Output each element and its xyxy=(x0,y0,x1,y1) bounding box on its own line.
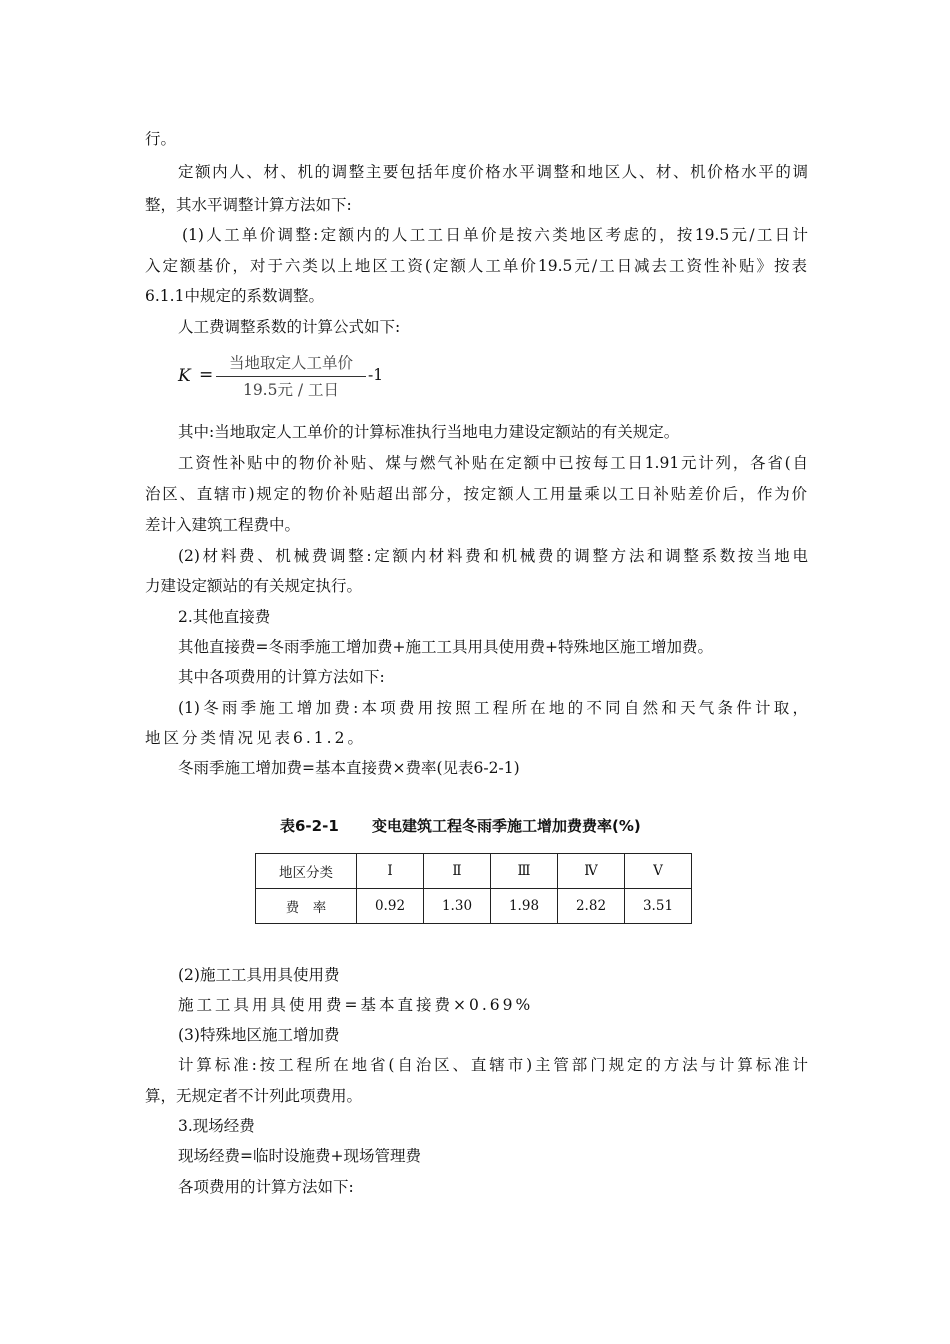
text-line: 力建设定额站的有关规定执行。 xyxy=(145,577,363,595)
text-line: 各项费用的计算方法如下: xyxy=(178,1178,354,1196)
table-cell: 0.92 xyxy=(357,889,424,924)
formula-equals: = xyxy=(199,365,214,385)
text-line: 其他直接费=冬雨季施工增加费+施工工具用具使用费+特殊地区施工增加费。 xyxy=(178,638,713,656)
text-line: 地区分类情况见表6.1.2。 xyxy=(145,729,366,747)
text-line: 整，其水平调整计算方法如下: xyxy=(145,196,352,214)
text-line: (1)冬雨季施工增加费:本项费用按照工程所在地的不同自然和天气条件计取， xyxy=(178,699,808,717)
text-line: 行。 xyxy=(145,130,177,148)
table-header-cell: Ⅱ xyxy=(424,854,491,889)
table-header-cell: Ⅴ xyxy=(625,854,692,889)
text-line: 现场经费=临时设施费+现场管理费 xyxy=(178,1147,421,1165)
text-line: 其中:当地取定人工单价的计算标准执行当地电力建设定额站的有关规定。 xyxy=(178,423,680,441)
table-cell: 费 率 xyxy=(256,889,357,924)
section-heading: 3.现场经费 xyxy=(178,1117,255,1135)
text-line: 入定额基价，对于六类以上地区工资(定额人工单价19.5元/工日减去工资性补贴》按表 xyxy=(145,257,807,275)
section-heading: 2.其他直接费 xyxy=(178,608,271,626)
text-line: 其中各项费用的计算方法如下: xyxy=(178,668,385,686)
table-cell: 1.98 xyxy=(491,889,558,924)
rate-table xyxy=(255,853,692,924)
text-line: (1)人工单价调整:定额内的人工工日单价是按六类地区考虑的，按19.5元/工日计 xyxy=(182,226,808,244)
table-header-row xyxy=(256,854,692,889)
text-line: 6.1.1中规定的系数调整。 xyxy=(145,287,324,305)
table-header-cell: Ⅳ xyxy=(558,854,625,889)
fraction-bar xyxy=(216,376,366,377)
table-header-cell: Ⅲ xyxy=(491,854,558,889)
text-line: 定额内人、材、机的调整主要包括年度价格水平调整和地区人、材、机价格水平的调 xyxy=(178,163,808,181)
text-line: (3)特殊地区施工增加费 xyxy=(178,1026,340,1044)
text-line: 冬雨季施工增加费=基本直接费×费率(见表6-2-1) xyxy=(178,759,520,777)
text-line: (2)施工工具用具使用费 xyxy=(178,966,340,984)
table-cell: 2.82 xyxy=(558,889,625,924)
text-line: 施工工具用具使用费=基本直接费×0.69% xyxy=(178,996,534,1014)
formula-numerator: 当地取定人工单价 xyxy=(228,354,353,372)
table-header-cell: 地区分类 xyxy=(256,854,357,889)
table-header-cell: Ⅰ xyxy=(357,854,424,889)
text-line: 差计入建筑工程费中。 xyxy=(145,516,301,534)
formula-variable: K xyxy=(178,366,191,386)
text-line: 工资性补贴中的物价补贴、煤与燃气补贴在定额中已按每工日1.91元计列，各省(自 xyxy=(178,454,808,472)
formula-denominator: 19.5元 / 工日 xyxy=(242,381,340,399)
table-caption xyxy=(280,815,700,836)
text-line: 治区、直辖市)规定的物价补贴超出部分，按定额人工用量乘以工日补贴差价后，作为价 xyxy=(145,485,807,503)
table-cell: 1.30 xyxy=(424,889,491,924)
text-line: (2)材料费、机械费调整:定额内材料费和机械费的调整方法和调整系数按当地电 xyxy=(178,547,808,565)
labor-coefficient-formula xyxy=(178,354,408,404)
table-number: 表6-2-1 xyxy=(280,817,339,835)
formula-minus-one: -1 xyxy=(368,366,384,384)
text-line: 人工费调整系数的计算公式如下: xyxy=(178,318,401,336)
table-cell: 3.51 xyxy=(625,889,692,924)
table-row xyxy=(256,889,692,924)
text-line: 计算标准:按工程所在地省(自治区、直辖市)主管部门规定的方法与计算标准计 xyxy=(178,1056,808,1074)
text-line: 算，无规定者不计列此项费用。 xyxy=(145,1087,363,1105)
table-title: 变电建筑工程冬雨季施工增加费费率(%) xyxy=(372,817,641,835)
